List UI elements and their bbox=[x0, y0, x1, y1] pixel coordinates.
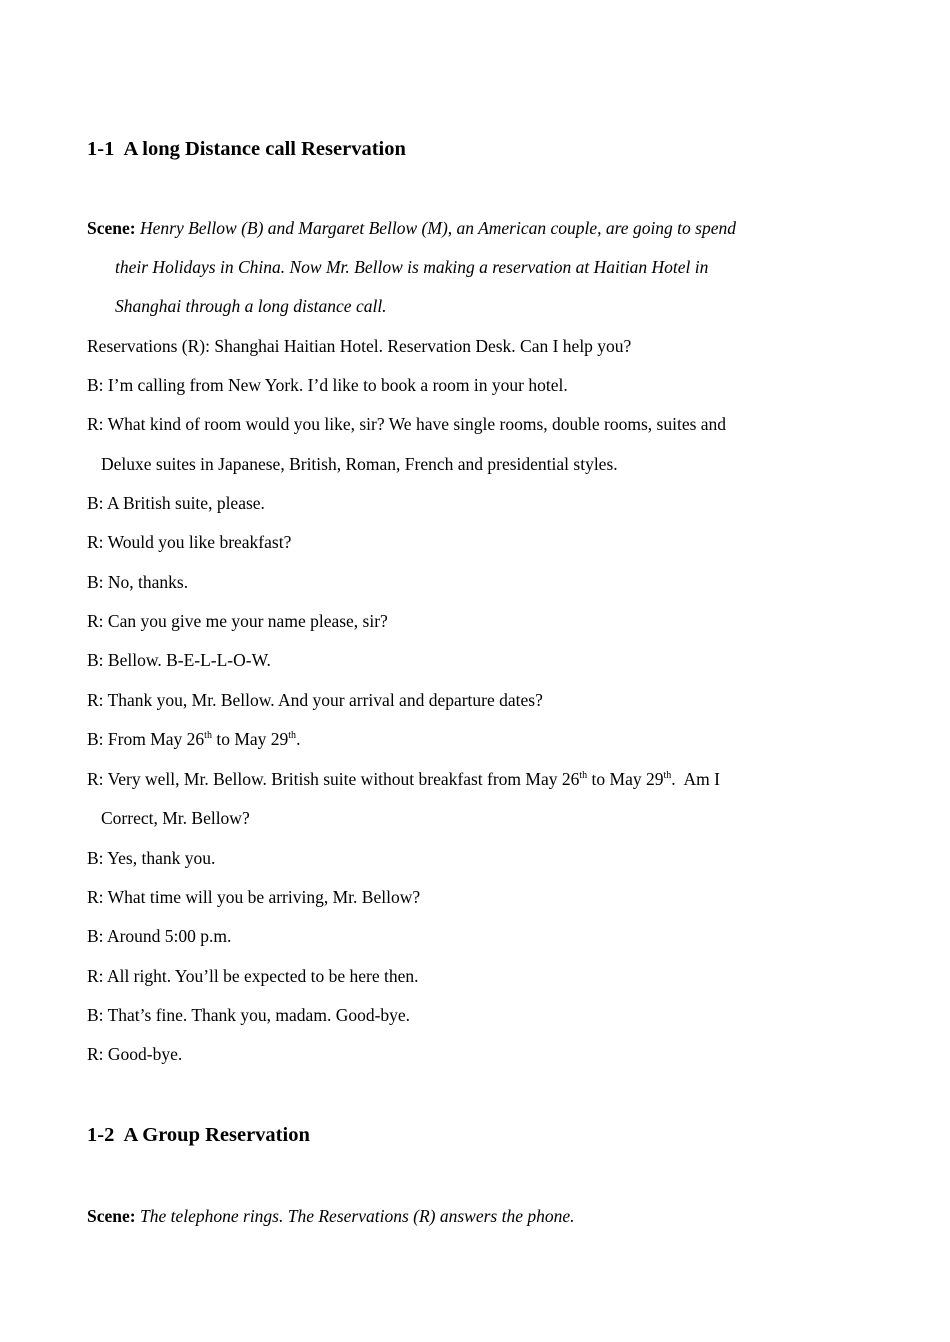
scene-text: Henry Bellow (B) and Margaret Bellow (M), an American couple, are going to spend bbox=[135, 218, 737, 238]
section-1-title: 1-1 A long Distance call Reservation bbox=[87, 138, 406, 160]
dialogue-line: B: I’m calling from New York. I’d like to book a room in your hotel. bbox=[87, 375, 568, 395]
scene-text: The telephone rings. The Reservations (R) answers the phone. bbox=[135, 1206, 575, 1226]
dialogue-line: R: Good-bye. bbox=[87, 1044, 183, 1064]
dialogue-line: Reservations (R): Shanghai Haitian Hotel. Reservation Desk. Can I help you? bbox=[87, 336, 632, 356]
dialogue-line: R: Thank you, Mr. Bellow. And your arrival and departure dates? bbox=[87, 690, 543, 710]
dialogue-line: B: A British suite, please. bbox=[87, 493, 265, 513]
dialogue-line: R: Can you give me your name please, sir? bbox=[87, 611, 388, 631]
ordinal-suffix: th bbox=[204, 730, 212, 741]
dialogue-line: Deluxe suites in Japanese, British, Roman, French and presidential styles. bbox=[101, 454, 618, 474]
text-segment: R: Very well, Mr. Bellow. British suite without breakfast from May 26 bbox=[87, 769, 580, 789]
scene-1-line-1 bbox=[87, 220, 736, 238]
scene-label: Scene: bbox=[87, 218, 136, 238]
dialogue-line: R: All right. You’ll be expected to be here then. bbox=[87, 966, 419, 986]
ordinal-suffix: th bbox=[579, 770, 588, 781]
dialogue-line: R: Would you like breakfast? bbox=[87, 532, 292, 552]
dialogue-line: B: Bellow. B-E-L-L-O-W. bbox=[87, 650, 271, 670]
text-segment: . Am I bbox=[671, 769, 720, 789]
dialogue-line: B: Around 5:00 p.m. bbox=[87, 926, 232, 946]
scene-2-line bbox=[87, 1208, 575, 1226]
text-segment: to May 29 bbox=[211, 729, 289, 749]
dialogue-line bbox=[87, 731, 300, 749]
section-2-title: 1-2 A Group Reservation bbox=[87, 1124, 310, 1146]
dialogue-line bbox=[87, 771, 720, 789]
dialogue-line: B: No, thanks. bbox=[87, 572, 189, 592]
text-segment: . bbox=[296, 729, 301, 749]
dialogue-line: R: What kind of room would you like, sir? We have single rooms, double rooms, suites and bbox=[87, 414, 727, 434]
ordinal-suffix: th bbox=[663, 770, 672, 781]
dialogue-line: B: Yes, thank you. bbox=[87, 848, 216, 868]
dialogue-line: B: That’s fine. Thank you, madam. Good-bye. bbox=[87, 1005, 411, 1025]
dialogue-line: Correct, Mr. Bellow? bbox=[101, 808, 250, 828]
dialogue-line: R: What time will you be arriving, Mr. Bellow? bbox=[87, 887, 421, 907]
ordinal-suffix: th bbox=[288, 730, 297, 741]
text-segment: B: From May 26 bbox=[87, 729, 205, 749]
scene-1-line-3: Shanghai through a long distance call. bbox=[115, 296, 387, 316]
scene-label: Scene: bbox=[87, 1206, 136, 1226]
text-segment: to May 29 bbox=[587, 769, 664, 789]
scene-1-line-2: their Holidays in China. Now Mr. Bellow is making a reservation at Haitian Hotel in bbox=[115, 257, 709, 277]
